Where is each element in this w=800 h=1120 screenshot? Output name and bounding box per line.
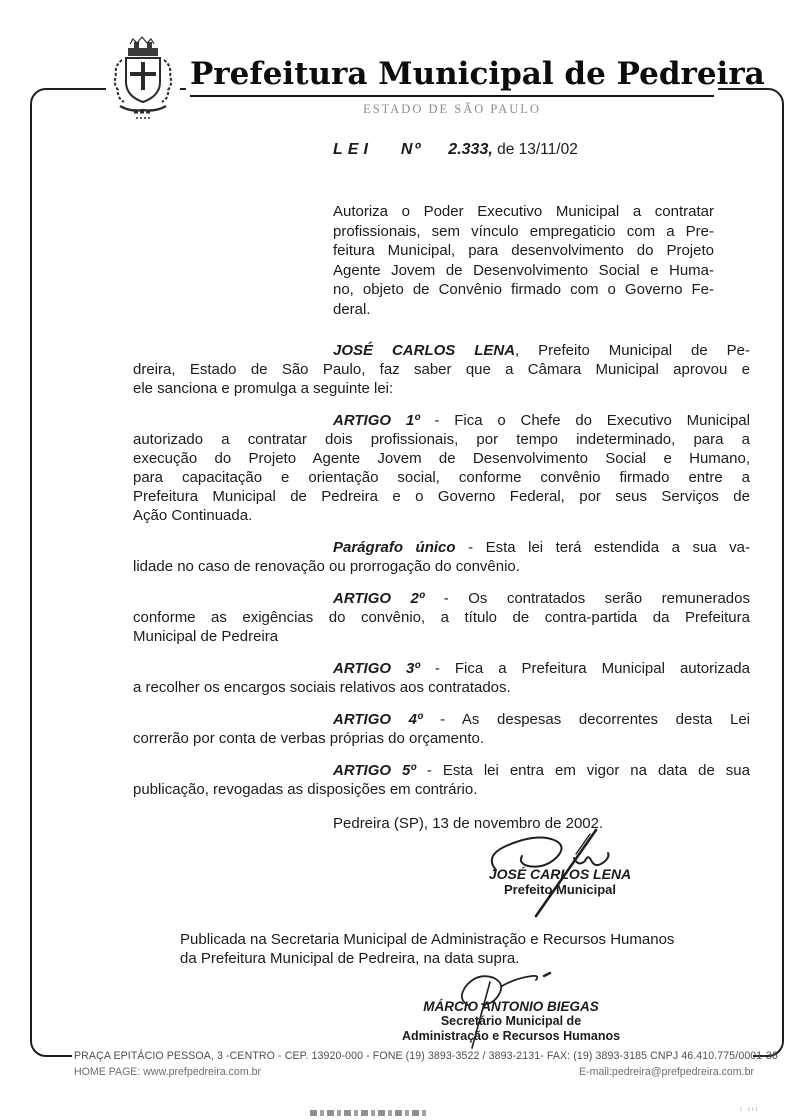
paragraph-first-line: ARTIGO 2º - Os contratados serão remunerados xyxy=(333,590,750,607)
paragraph-lead: ARTIGO 3º xyxy=(333,660,420,677)
paragraph-line: correrão por conta de verbas próprias do orçamento. xyxy=(133,730,485,747)
paragraph-lead: ARTIGO 5º xyxy=(333,762,416,779)
law-label: LEI xyxy=(333,141,373,158)
scan-artifact xyxy=(310,1110,428,1116)
paragraph-line: para capacitação e orientação social, conforme convênio firmado entre a xyxy=(133,469,750,486)
paragraph-first-line: JOSÉ CARLOS LENA, Prefeito Municipal de Pe- xyxy=(333,342,750,359)
municipal-crest-icon xyxy=(106,34,180,122)
law-summary xyxy=(333,202,714,319)
paragraph-line: autorizado a contratar dois profissionais, por tempo indeterminado, para a xyxy=(133,431,750,448)
summary-line: no, objeto de Convênio firmado com o Governo Fe- xyxy=(333,281,714,298)
paragraph-line: execução do Projeto Agente Jovem de Desenvolvimento Social e Humano, xyxy=(133,450,750,467)
paragraph-lead: ARTIGO 1º xyxy=(333,412,420,429)
publication-line: Publicada na Secretaria Municipal de Administração e Recursos Humanos xyxy=(180,931,675,948)
paragraph-first-line: ARTIGO 4º - As despesas decorrentes desta Lei xyxy=(333,711,750,728)
secretary-name: MÁRCIO ANTONIO BIEGAS xyxy=(423,999,599,1014)
paragraph-line: dreira, Estado de São Paulo, faz saber que a Câmara Municipal aprovou e xyxy=(133,361,750,378)
law-paragraph xyxy=(133,710,750,748)
scan-corner-mark: ı ııı xyxy=(740,1106,760,1113)
paragraph-lead: JOSÉ CARLOS LENA xyxy=(333,342,516,359)
secretary-signature-scribble xyxy=(432,970,582,1058)
paragraph-line: Municipal de Pedreira xyxy=(133,628,279,645)
paragraph-line: publicação, revogadas as disposições em contrário. xyxy=(133,781,478,798)
law-date: de 13/11/02 xyxy=(492,141,578,158)
paragraph-line: a recolher os encargos sociais relativos aos contratados. xyxy=(133,679,511,696)
footer-homepage: HOME PAGE: www.prefpedreira.com.br xyxy=(74,1066,262,1078)
document-title: Prefeitura Municipal de Pedreira xyxy=(190,56,714,97)
paragraph-lead: Parágrafo único xyxy=(333,539,456,556)
mayor-signature-scribble xyxy=(478,828,643,918)
law-paragraph xyxy=(133,659,750,697)
paragraph-first-line: Parágrafo único - Esta lei terá estendida a sua va- xyxy=(333,539,750,556)
footer-email: E-mail:pedreira@prefpedreira.com.br xyxy=(578,1066,754,1078)
summary-line: feitura Municipal, para desenvolvimento do Projeto xyxy=(333,242,714,259)
paragraph-lead: ARTIGO 4º xyxy=(333,711,423,728)
secretary-role: Administração e Recursos Humanos xyxy=(401,1028,621,1043)
summary-line: deral. xyxy=(333,300,371,318)
paragraph-first-line: ARTIGO 3º - Fica a Prefeitura Municipal autorizada xyxy=(333,660,750,677)
paragraph-lead: ARTIGO 2º xyxy=(333,590,425,607)
paragraph-first-line: ARTIGO 1º - Fica o Chefe do Executivo Municipal xyxy=(333,412,750,429)
secretary-role: Secretário Municipal de xyxy=(440,1014,582,1028)
document-subtitle: ESTADO DE SÃO PAULO xyxy=(363,102,541,116)
law-paragraph xyxy=(133,411,750,525)
paragraph-line: ele sanciona e promulga a seguinte lei: xyxy=(133,380,394,397)
law-body xyxy=(133,341,750,812)
publication-note xyxy=(180,930,760,968)
paragraph-line: Ação Continuada. xyxy=(133,507,253,524)
law-number-value: 2.333, xyxy=(448,141,493,158)
mayor-name: JOSÉ CARLOS LENA xyxy=(488,866,632,882)
paragraph-line: Prefeitura Municipal de Pedreira e o Governo Federal, por seus Serviços de xyxy=(133,488,750,505)
paragraph-line: conforme as exigências do convênio, a título de contra-partida da Prefeitura xyxy=(133,609,750,626)
law-paragraph xyxy=(133,341,750,398)
paragraph-first-line: ARTIGO 5º - Esta lei entra em vigor na data de sua xyxy=(333,762,750,779)
law-number-line xyxy=(333,141,578,159)
law-paragraph xyxy=(133,761,750,799)
law-paragraph xyxy=(133,589,750,646)
footer-links xyxy=(74,1066,754,1078)
summary-line: profissionais, sem vínculo empregaticio com a Pre- xyxy=(333,222,714,240)
summary-line: Autoriza o Poder Executivo Municipal a contratar xyxy=(333,203,714,220)
law-paragraph xyxy=(133,538,750,576)
law-number-symbol: Nº xyxy=(400,141,423,158)
place-date-line: Pedreira (SP), 13 de novembro de 2002. xyxy=(333,815,604,832)
publication-line: da Prefeitura Municipal de Pedreira, na data supra. xyxy=(180,950,520,967)
paragraph-line: lidade no caso de renovação ou prorrogação do convênio. xyxy=(133,558,520,575)
mayor-role: Prefeito Municipal xyxy=(504,882,616,897)
footer-address: PRAÇA EPITÁCIO PESSOA, 3 -CENTRO - CEP. 13920-000 - FONE (19) 3893-3522 / 3893-2131- FAX: (19) 3893-3185 CNPJ 46.410.775/0001-36 xyxy=(74,1050,778,1062)
summary-line: Agente Jovem de Desenvolvimento Social e Huma- xyxy=(333,261,714,279)
